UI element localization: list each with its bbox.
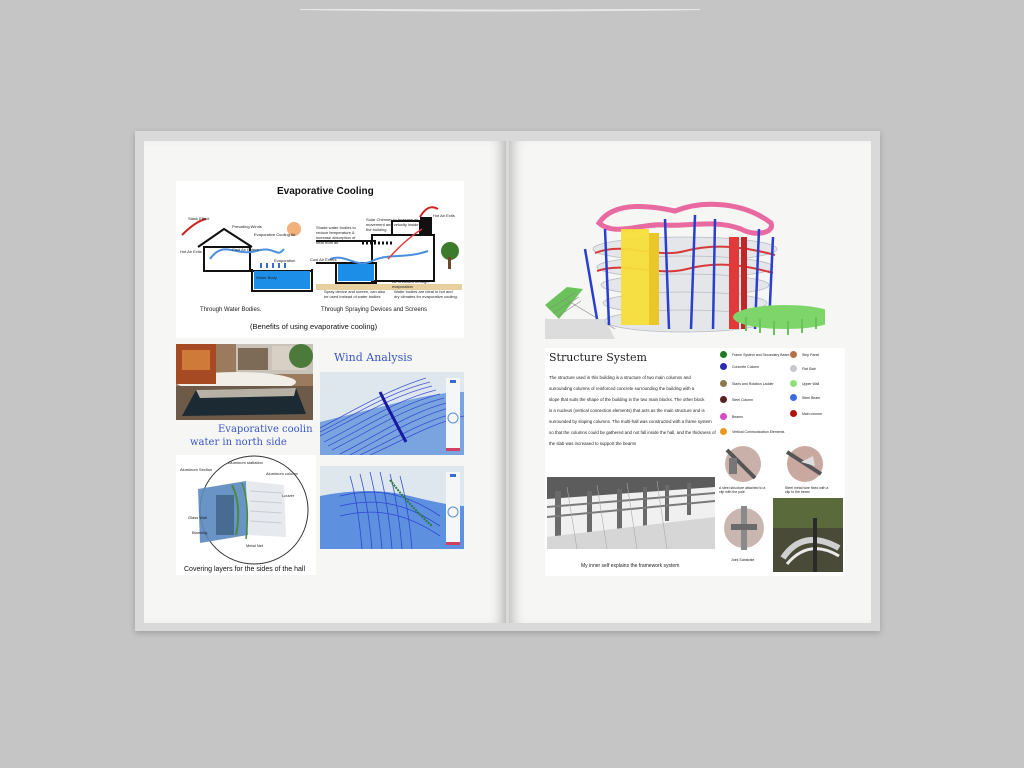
legend-item: Stairs and Rotation Ladder bbox=[720, 380, 774, 387]
paragraph-line: surrounding columns of reinforced concrete surrounding the building with a bbox=[549, 386, 695, 391]
legend-swatch bbox=[720, 380, 727, 387]
label-evaporation: Evaporation bbox=[274, 258, 296, 263]
legend-swatch bbox=[790, 394, 797, 401]
legend-swatch bbox=[790, 365, 797, 372]
paragraph-line: slope that suits the shape of the building in the two main blocks. The other block bbox=[549, 397, 705, 402]
label-aluminum-column: Aluminum column bbox=[266, 471, 298, 476]
legend-item: Vertical Communication Elements bbox=[720, 428, 784, 435]
label-evaporative-cooling-air: Evaporative Cooling Air bbox=[254, 232, 296, 237]
evaporative-photo bbox=[176, 344, 313, 420]
evaporative-note-line1: Evaporative coolin bbox=[218, 424, 313, 435]
legend-swatch bbox=[720, 396, 727, 403]
framework-render bbox=[547, 477, 715, 549]
label-hot-air-exits: Hot Air Exits bbox=[180, 249, 202, 254]
framework-caption: My inner self explains the framework system bbox=[581, 563, 680, 569]
label-blanking: Blanking bbox=[192, 530, 208, 535]
detail-joint bbox=[723, 504, 765, 552]
paragraph-line: surrounded by sloping columns. The multi-hall was constructed with a frame system bbox=[549, 419, 712, 424]
benefits-caption: (Benefits of using evaporative cooling) bbox=[250, 322, 378, 331]
right-page bbox=[509, 141, 871, 623]
caption-metal-wire: Steel metal wire fixed with a clip to the beam bbox=[785, 486, 829, 494]
caption-through-spraying: Through Spraying Devices and Screens bbox=[321, 307, 428, 313]
legend-swatch bbox=[790, 351, 797, 358]
caption-steel-structure: A steel structure attached to a clip with the pole bbox=[719, 486, 766, 494]
structure-paragraph bbox=[549, 372, 714, 449]
structure-system-panel bbox=[545, 348, 845, 576]
caption-through-water-bodies: Through Water Bodies. bbox=[200, 307, 262, 313]
wind-analysis-image-1 bbox=[320, 372, 464, 455]
legend-item: Beams bbox=[720, 413, 743, 420]
paragraph-line: The structure used in this building is a structure of two main columns and bbox=[549, 375, 691, 380]
evaporative-note-line2: water in north side bbox=[190, 437, 287, 448]
covering-layers-diagram bbox=[176, 455, 316, 575]
legend-swatch bbox=[720, 363, 727, 370]
detail-photo bbox=[773, 498, 843, 572]
evaporative-title: Evaporative Cooling bbox=[277, 186, 374, 197]
label-spray-device: Spray device and screen, can also be used instead of water bodies bbox=[324, 289, 386, 299]
legend-swatch bbox=[790, 410, 797, 417]
detail-steel-structure bbox=[719, 444, 767, 484]
paragraph-line: so that the columns could be gathered and not fall inside the hall, and the thickness of bbox=[549, 430, 716, 435]
paragraph-line: is a nucleus (vertical connection elements) that acts as the main structure and is bbox=[549, 408, 705, 413]
label-air-cooled: Air is cooled through evaporation bbox=[392, 279, 429, 289]
legend-item: Upper Wall bbox=[790, 380, 819, 387]
label-prevailing-winds: Prevailing Winds bbox=[232, 224, 262, 229]
legend-swatch bbox=[720, 351, 727, 358]
structure-system-title: Structure System bbox=[549, 351, 647, 364]
structure-3d-model bbox=[545, 189, 825, 339]
legend-swatch bbox=[720, 413, 727, 420]
label-hot-air-exits-2: Hot Air Exits bbox=[433, 213, 455, 218]
evaporative-cooling-panel bbox=[176, 181, 464, 338]
label-shade-water: Shade water bodies to reduce temperature & increase absorption of heat from air bbox=[316, 225, 356, 245]
caption-joint: Joint Substrate bbox=[731, 558, 755, 562]
legend-item: Steel Beam bbox=[790, 394, 820, 401]
legend-item: Strip Panel bbox=[790, 351, 819, 358]
paragraph-line: the slab was increased to support the beams bbox=[549, 441, 637, 446]
legend-swatch bbox=[720, 428, 727, 435]
label-glass-wall: Glass Wall bbox=[188, 515, 207, 520]
wind-analysis-title: Wind Analysis bbox=[334, 351, 413, 364]
detail-metal-wire bbox=[781, 444, 829, 484]
label-aluminum-statiation: Aluminum statiation bbox=[228, 460, 263, 465]
label-solar-chimney: Solar Chimney to increase air movement and velocity inside the building bbox=[366, 217, 419, 232]
label-aluminum-section: Aluminum Section bbox=[180, 467, 213, 472]
legend-item: Frame System and Secondary Beam bbox=[720, 351, 789, 358]
label-water-body: Water Body bbox=[256, 275, 277, 280]
label-metal-net: Metal Net bbox=[246, 543, 264, 548]
covering-caption: Covering layers for the sides of the hall bbox=[184, 566, 306, 573]
left-page bbox=[144, 141, 506, 623]
legend-item: Main column bbox=[790, 410, 822, 417]
legend-swatch bbox=[790, 380, 797, 387]
label-cool-air-enters-2: Cool Air Enters bbox=[310, 257, 337, 262]
label-water-bodies-ideal: Water bodies are ideal in hot and dry climates for evaporative cooling. bbox=[394, 289, 458, 299]
legend-item: Concrete Column bbox=[720, 363, 759, 370]
wind-analysis-image-2 bbox=[320, 466, 464, 549]
legend-item: Flat Slab bbox=[790, 365, 816, 372]
label-louver: Louver bbox=[282, 493, 295, 498]
legend-item: Steel Column bbox=[720, 396, 753, 403]
label-cool-air-enters: Cool Air Enters bbox=[232, 247, 259, 252]
top-edge bbox=[0, 0, 1024, 2]
label-stack-effect: Stack Effect bbox=[188, 216, 210, 221]
